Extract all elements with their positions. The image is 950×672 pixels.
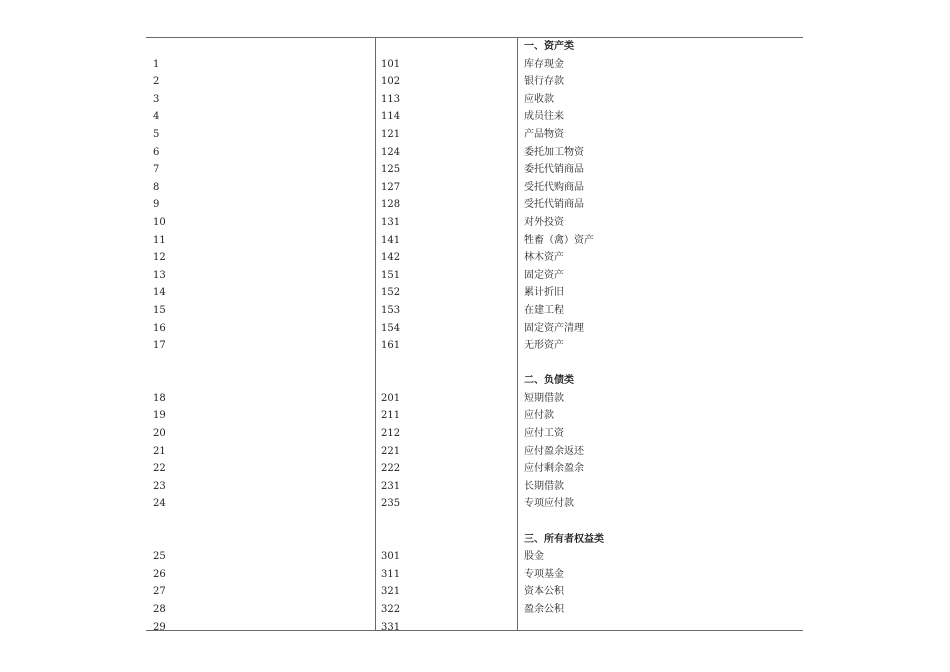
sequence-number: 12	[153, 252, 166, 264]
section-spacer	[153, 513, 363, 531]
section-heading-spacer	[381, 372, 511, 390]
sequence-number: 22	[153, 463, 166, 475]
account-name: 累计折旧	[524, 287, 564, 299]
section-heading-spacer	[381, 38, 511, 56]
account-name: 股金	[524, 551, 544, 563]
section-spacer	[524, 355, 799, 373]
account-code: 211	[381, 410, 401, 422]
sequence-number: 4	[153, 111, 160, 123]
account-name: 无形资产	[524, 340, 564, 352]
section-spacer	[524, 513, 799, 531]
account-name: 对外投资	[524, 216, 564, 228]
account-code: 321	[381, 586, 401, 598]
sequence-number: 16	[153, 322, 166, 334]
column-divider-2	[517, 37, 518, 631]
sequence-number: 15	[153, 304, 166, 316]
account-name: 牲畜（禽）资产	[524, 234, 594, 246]
sequence-number: 11	[153, 234, 166, 246]
sequence-number: 19	[153, 410, 166, 422]
section-heading: 二、负债类	[524, 375, 574, 387]
account-name: 盈余公积	[524, 604, 564, 615]
account-code: 322	[381, 604, 401, 615]
sequence-number: 17	[153, 340, 166, 352]
account-name: 专项基金	[524, 568, 564, 580]
sequence-number: 8	[153, 181, 160, 193]
account-name: 库存现金	[524, 58, 564, 70]
sequence-number: 24	[153, 498, 166, 510]
account-code: 154	[381, 322, 401, 334]
sequence-number: 27	[153, 586, 166, 598]
sequence-number: 28	[153, 604, 166, 615]
account-code: 113	[381, 93, 401, 105]
account-name: 在建工程	[524, 304, 564, 316]
section-spacer	[381, 355, 511, 373]
account-name: 委托代销商品	[524, 164, 584, 176]
account-code: 222	[381, 463, 401, 475]
account-name: 长期借款	[524, 480, 564, 492]
account-name: 委托加工物资	[524, 146, 584, 158]
account-code: 125	[381, 164, 401, 176]
account-name: 受托代销商品	[524, 199, 584, 211]
account-name: 短期借款	[524, 392, 564, 404]
account-code: 331	[381, 621, 401, 633]
sequence-number: 5	[153, 128, 160, 140]
account-code: 201	[381, 392, 401, 404]
sequence-number: 29	[153, 621, 166, 633]
sequence-number: 23	[153, 480, 166, 492]
account-code: 221	[381, 445, 401, 457]
sequence-number: 25	[153, 551, 166, 563]
section-heading-spacer	[153, 38, 363, 56]
section-heading-spacer	[381, 531, 511, 549]
sequence-number-column	[153, 38, 363, 636]
sequence-number: 9	[153, 199, 160, 211]
account-name: 固定资产	[524, 269, 564, 281]
sequence-number: 10	[153, 216, 166, 228]
sequence-number: 7	[153, 164, 160, 176]
account-code: 152	[381, 287, 401, 299]
sequence-number: 21	[153, 445, 166, 457]
account-name-column	[524, 38, 799, 636]
account-code: 101	[381, 58, 401, 70]
account-name: 成员往来	[524, 111, 564, 123]
account-name: 产品物资	[524, 128, 564, 140]
sequence-number: 18	[153, 392, 166, 404]
section-heading-spacer	[153, 531, 363, 549]
account-code: 151	[381, 269, 401, 281]
account-name	[524, 619, 799, 637]
sequence-number: 6	[153, 146, 160, 158]
sequence-number: 14	[153, 287, 166, 299]
account-code: 153	[381, 304, 401, 316]
account-code: 131	[381, 216, 401, 228]
account-code: 102	[381, 76, 401, 88]
account-name: 林木资产	[524, 252, 564, 264]
sequence-number: 26	[153, 568, 166, 580]
account-code: 124	[381, 146, 401, 158]
account-code: 311	[381, 568, 401, 580]
account-code: 114	[381, 111, 401, 123]
account-name: 银行存款	[524, 76, 564, 88]
account-name: 固定资产清理	[524, 322, 584, 334]
section-heading: 三、所有者权益类	[524, 533, 604, 545]
sequence-number: 1	[153, 58, 160, 70]
account-name: 应付工资	[524, 428, 564, 440]
account-code: 235	[381, 498, 401, 510]
account-code: 231	[381, 480, 401, 492]
account-name: 应付剩余盈余	[524, 463, 584, 475]
account-code: 128	[381, 199, 401, 211]
section-heading: 一、资产类	[524, 41, 574, 52]
account-code: 127	[381, 181, 401, 193]
sequence-number: 3	[153, 93, 160, 105]
sequence-number: 13	[153, 269, 166, 281]
section-spacer	[381, 513, 511, 531]
section-spacer	[153, 355, 363, 373]
sequence-number: 20	[153, 428, 166, 440]
account-code: 121	[381, 128, 401, 140]
account-code: 142	[381, 252, 401, 264]
account-name: 应付盈余返还	[524, 445, 584, 457]
account-name: 专项应付款	[524, 498, 574, 510]
sequence-number: 2	[153, 76, 160, 88]
account-name: 受托代购商品	[524, 181, 584, 193]
account-name: 应付款	[524, 410, 554, 422]
account-code: 141	[381, 234, 401, 246]
account-code-column	[381, 38, 511, 636]
account-name: 资本公积	[524, 586, 564, 598]
account-name: 应收款	[524, 93, 554, 105]
section-heading-spacer	[153, 372, 363, 390]
account-code: 161	[381, 340, 401, 352]
account-code: 212	[381, 428, 401, 440]
column-divider-1	[375, 37, 376, 631]
account-code: 301	[381, 551, 401, 563]
